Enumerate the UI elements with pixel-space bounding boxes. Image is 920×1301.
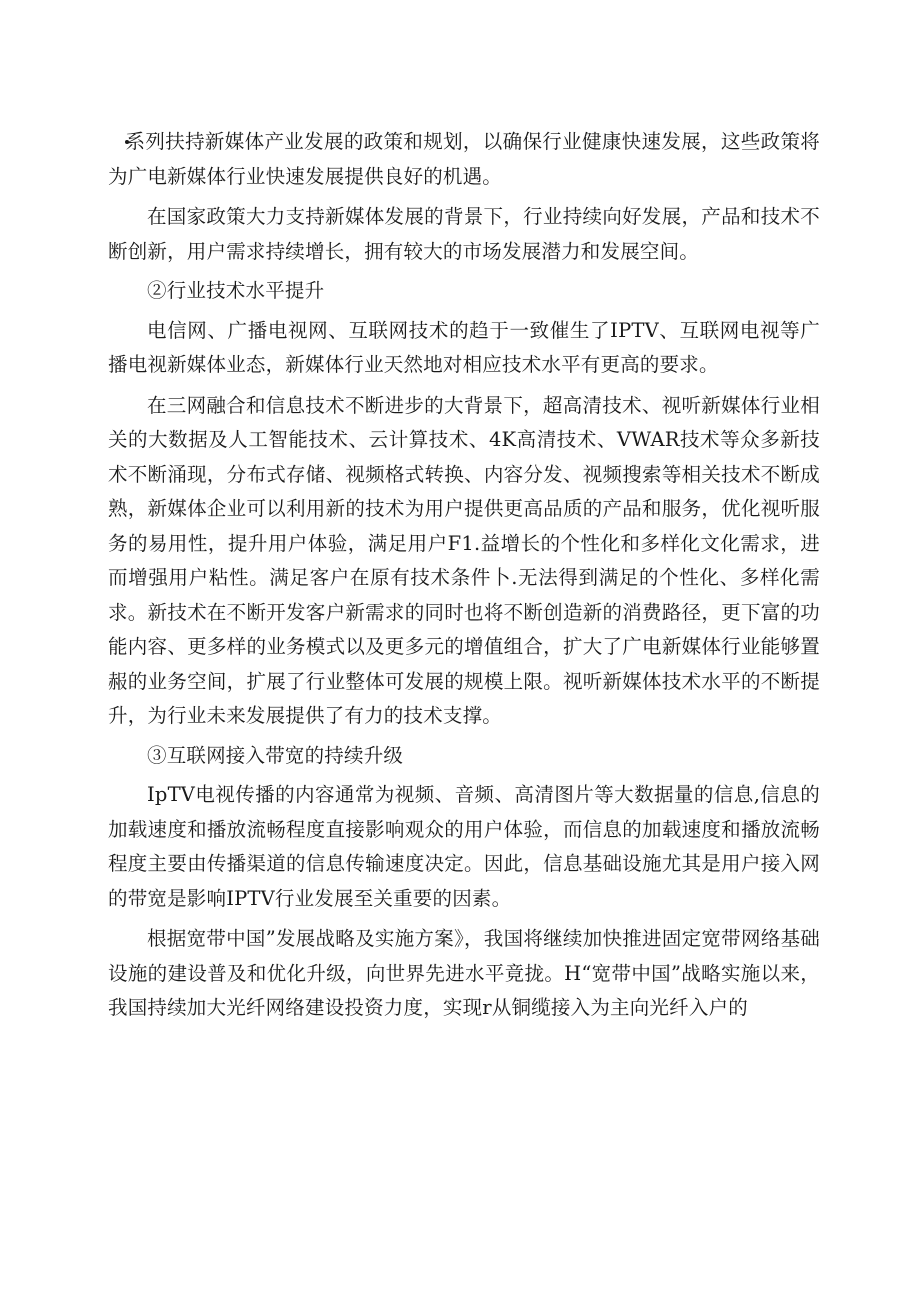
paragraph-network-convergence: 电信网、广播电视网、互联网技术的趋于一致催生了IPTV、互联网电视等广播电视新媒体业态，新媒体行业天然地对相应技术水平有更高的要求。 xyxy=(108,318,820,376)
section-heading-bandwidth: ③互联网接入带宽的持续升级 xyxy=(147,743,404,767)
paragraph-broadband-china: 根据宽带中国”发展战略及实施方案》，我国将继续加快推进固定宽带网络基础设施的建设普及和优化升级，向世界先进水平竟拢。H“宽带中国”战略实施以来，我国持续加大光纤网络建设投资力度，实现r从铜缆接入为主向光纤入户的 xyxy=(108,927,820,1019)
paragraph-new-technologies: 在三网融合和信息技术不断进步的大背景下，超高清技术、视听新媒体行业相关的大数据及人工智能技术、云计算技术、4K高清技术、VWAR技术等众多新技术不断涌现，分布式存储、视频格式转换、内容分发、视频搜索等相关技术不断成熟，新媒体企业可以利用新的技术为用户提供更高品质的产品和服务，优化视听服务的易用性，提升用户体验，满足用户F1.益增长的个性化和多样化文化需求，进而增强用户粘性。满足客户在原有技术条件卜.无法得到满足的个性化、多样化需求。新技术在不断开发客户新需求的同时也将不断创造新的消费路径，更下富的功能内容、更多样的业务模式以及更多元的增值组合，扩大了广电新媒体行业能够置赧的业务空间，扩展了行业整体可发展的规模上限。视听新媒体技术水平的不断提升，为行业未来发展提供了有力的技术支撑。 xyxy=(108,393,820,727)
paragraph-iptv-bandwidth: IpTV电视传播的内容通常为视频、音频、高清图片等大数据量的信息,信息的加载速度和播放流畅程度直接影响观众的用户体验，而信息的加载速度和播放流畅程度主要由传播渠道的信息传输速度决定。因此，信息基础设施尤其是用户接入网的带宽是影响IPTV行业发展至关重要的因素。 xyxy=(108,783,820,910)
document-body xyxy=(108,125,820,1026)
paragraph-policy-continuation: 系列扶持新媒体产业发展的政策和规划，以确保行业健康快速发展，这些政策将为广电新媒体行业快速发展提供良好的机遇。 xyxy=(108,130,820,188)
paragraph-policy-background: 在国家政策大力支持新媒体发展的背景下，行业持续向好发展，产品和技术不断创新，用户需求持续增长，拥有较大的市场发展潜力和发展空间。 xyxy=(108,205,820,263)
section-heading-tech-level: ②行业技术水平提升 xyxy=(147,279,325,302)
